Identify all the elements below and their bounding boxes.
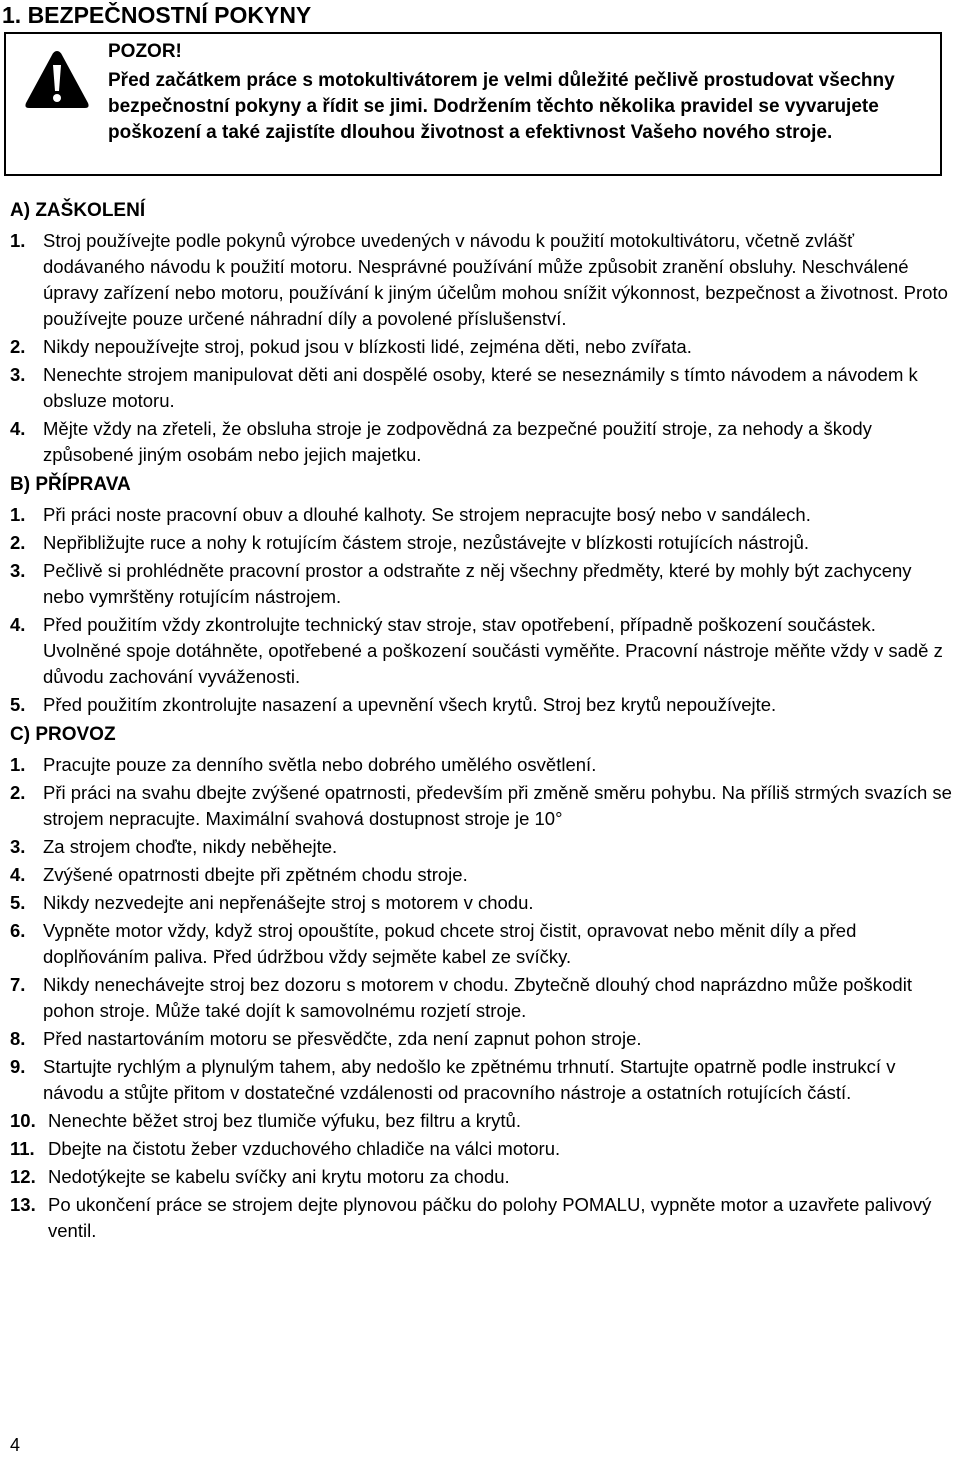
item-text: Stroj používejte podle pokynů výrobce uvedených v návodu k použití motokultivátoru, včetně zvlášť dodávaného návodu k použití motoru. Nesprávné používání může způsobit zranění obsluhy. Neschválené úpravy zařízení nebo motoru, používání k jiným účelům mohou snížit výkonnost, bezpečnost a životnost. Proto používejte pouze určené náhradní díly a povolené příslušenství. (43, 230, 948, 329)
section-preparation (10, 470, 956, 718)
item-text: Po ukončení práce se strojem dejte plynovou páčku do polohy POMALU, vypněte motor a uzavřete palivový ventil. (48, 1194, 932, 1241)
item-text: Nenechte strojem manipulovat děti ani dospělé osoby, které se neseznámily s tímto návodem a návodem k obsluze motoru. (43, 364, 918, 411)
instructions-content (10, 196, 956, 1246)
warning-box (4, 32, 942, 176)
item-text: Před nastartováním motoru se přesvědčte, zda není zapnut pohon stroje. (43, 1028, 642, 1049)
item-text: Dbejte na čistotu žeber vzduchového chladiče na válci motoru. (48, 1138, 561, 1159)
item-number: 6. (10, 920, 26, 941)
item-number: 12. (10, 1166, 36, 1187)
list-item (10, 1136, 956, 1162)
warning-triangle-icon (23, 47, 91, 111)
list-item (10, 1026, 956, 1052)
list-item (10, 862, 956, 888)
list-item (10, 362, 956, 414)
item-text: Zvýšené opatrnosti dbejte při zpětném chodu stroje. (43, 864, 468, 885)
item-text: Nikdy nepoužívejte stroj, pokud jsou v blízkosti lidé, zejména děti, nebo zvířata. (43, 336, 692, 357)
item-text: Před použitím vždy zkontrolujte technický stav stroje, stav opotřebení, případně poškození součástek. Uvolněné spoje dotáhněte, opotřebené a poškození součásti vyměňte. Pracovní nástroje měňte vždy v sadě z důvodu zachování vyváženosti. (43, 614, 943, 687)
list-item (10, 1108, 956, 1134)
list-item (10, 834, 956, 860)
section-operation (10, 720, 956, 1244)
page-number: 4 (10, 1435, 21, 1455)
item-number: 13. (10, 1194, 36, 1215)
list-item (10, 1164, 956, 1190)
item-number: 2. (10, 336, 26, 357)
item-number: 3. (10, 364, 26, 385)
item-number: 5. (10, 694, 26, 715)
item-text: Nikdy nenechávejte stroj bez dozoru s motorem v chodu. Zbytečně dlouhý chod naprázdno může poškodit pohon stroje. Může také dojít k samovolnému rozjetí stroje. (43, 974, 912, 1021)
list-item (10, 228, 956, 332)
item-text: Mějte vždy na zřeteli, že obsluha stroje je zodpovědná za bezpečné použití stroje, za nehody a škody způsobené jiným osobám nebo jejich majetku. (43, 418, 872, 465)
list-item (10, 558, 956, 610)
warning-body: Před začátkem práce s motokultivátorem je velmi důležité pečlivě prostudovat všechny bezpečnostní pokyny a řídit se jimi. Dodržením těchto několika pravidel se vyvarujete poškození a také zajistíte dlouhou životnost a efektivnost Vašeho nového stroje. (108, 70, 895, 143)
item-number: 7. (10, 974, 26, 995)
item-number: 1. (10, 754, 26, 775)
section-heading: A) ZAŠKOLENÍ (10, 200, 146, 221)
item-number: 3. (10, 836, 26, 857)
item-number: 8. (10, 1028, 26, 1049)
list-item (10, 612, 956, 690)
item-text: Nedotýkejte se kabelu svíčky ani krytu motoru za chodu. (48, 1166, 510, 1187)
item-text: Pečlivě si prohlédněte pracovní prostor a odstraňte z něj všechny předměty, které by mohly být zachyceny nebo vymrštěny rotujícím nástrojem. (43, 560, 912, 607)
item-text: Za strojem choďte, nikdy neběhejte. (43, 836, 338, 857)
item-number: 4. (10, 864, 26, 885)
section-heading: B) PŘÍPRAVA (10, 474, 131, 495)
list-item (10, 918, 956, 970)
list-item (10, 890, 956, 916)
list-item (10, 780, 956, 832)
list-item (10, 502, 956, 528)
item-text: Nikdy nezvedejte ani nepřenášejte stroj s motorem v chodu. (43, 892, 534, 913)
section-training (10, 196, 956, 468)
item-text: Před použitím zkontrolujte nasazení a upevnění všech krytů. Stroj bez krytů nepoužívejte. (43, 694, 777, 715)
item-number: 4. (10, 418, 26, 439)
item-text: Pracujte pouze za denního světla nebo dobrého umělého osvětlení. (43, 754, 597, 775)
section-heading: C) PROVOZ (10, 724, 116, 745)
item-number: 3. (10, 560, 26, 581)
list-item (10, 530, 956, 556)
list-item (10, 1054, 956, 1106)
list-item (10, 752, 956, 778)
list-item (10, 416, 956, 468)
warning-heading: POZOR! (108, 41, 182, 62)
list-item (10, 692, 956, 718)
list-item (10, 972, 956, 1024)
list-item (10, 1192, 956, 1244)
item-number: 5. (10, 892, 26, 913)
warning-text-block (108, 40, 938, 146)
item-number: 2. (10, 782, 26, 803)
item-number: 2. (10, 532, 26, 553)
item-text: Vypněte motor vždy, když stroj opouštíte, pokud chcete stroj čistit, opravovat nebo měnit díly a před doplňováním paliva. Před údržbou vždy sejměte kabel ze svíčky. (43, 920, 857, 967)
item-number: 1. (10, 504, 26, 525)
item-text: Nepřibližujte ruce a nohy k rotujícím částem stroje, nezůstávejte v blízkosti rotujících nástrojů. (43, 532, 810, 553)
list-item (10, 334, 956, 360)
item-text: Při práci na svahu dbejte zvýšené opatrnosti, především při změně směru pohybu. Na příliš strmých svazích se strojem nepracujte. Maximální svahová dostupnost stroje je 10° (43, 782, 952, 829)
page-title: 1. BEZPEČNOSTNÍ POKYNY (2, 2, 312, 28)
item-number: 10. (10, 1110, 36, 1131)
item-number: 9. (10, 1056, 26, 1077)
item-text: Nenechte běžet stroj bez tlumiče výfuku, bez filtru a krytů. (48, 1110, 521, 1131)
item-number: 1. (10, 230, 26, 251)
item-number: 11. (10, 1138, 35, 1159)
item-text: Při práci noste pracovní obuv a dlouhé kalhoty. Se strojem nepracujte bosý nebo v sandálech. (43, 504, 811, 525)
item-text: Startujte rychlým a plynulým tahem, aby nedošlo ke zpětnému trhnutí. Startujte opatrně podle instrukcí v návodu a stůjte přitom v dostatečné vzdálenosti od pracovního nástroje a ostatních rotujících částí. (43, 1056, 896, 1103)
item-number: 4. (10, 614, 26, 635)
